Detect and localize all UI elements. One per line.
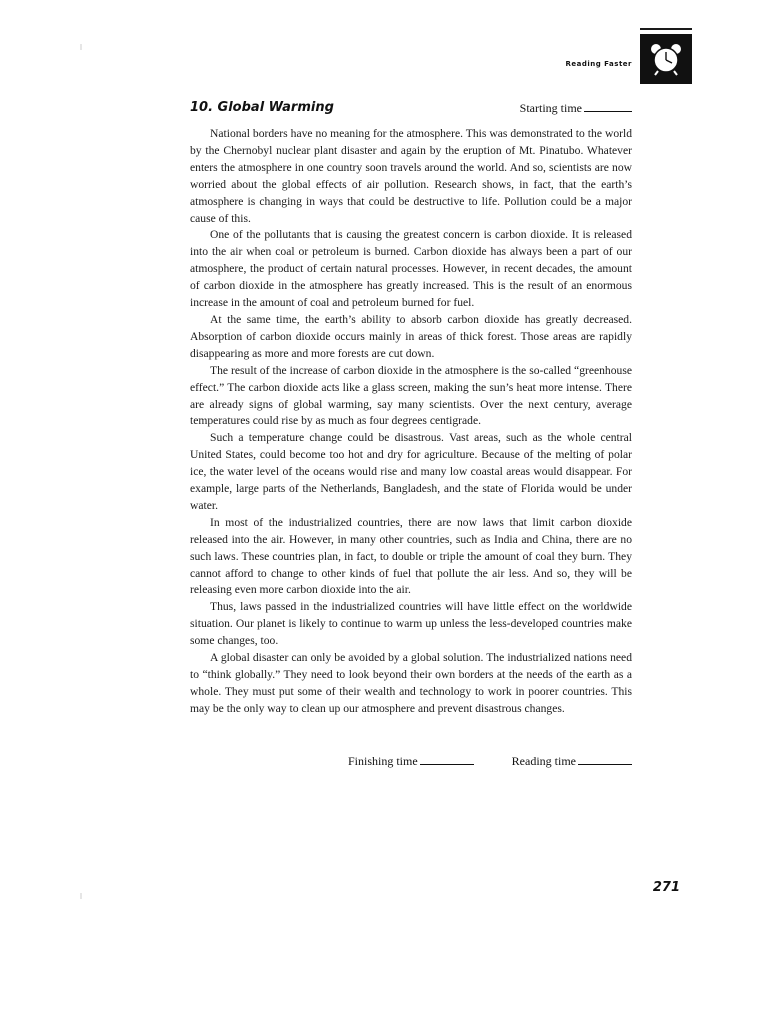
paragraph: One of the pollutants that is causing the greatest concern is carbon dioxide. It is released into the air when coal or petroleum is burned. Carbon dioxide has always been a part of our atmosphere, the product of certain natural processes. However, in recent decades, the amount of carbon dioxide in the atmosphere has greatly increased. This is the result of an enormous increase in the amount of coal and petroleum burned for fuel. [190,228,632,310]
header-rule [640,28,692,30]
starting-time-blank[interactable] [584,101,632,112]
margin-mark [80,893,82,899]
paragraph: In most of the industrialized countries, there are now laws that limit carbon dioxide released into the air. However, in many other countries, such as India and China, there are no such laws. These countries plan, in fact, to double or triple the amount of coal they burn. They cannot afford to change to other kinds of fuel that pollute the air less. And so, they will be releasing even more carbon dioxide into the air. [190,515,632,597]
alarm-clock-icon [648,41,684,77]
finishing-time-field [348,754,474,769]
paragraph: At the same time, the earth’s ability to absorb carbon dioxide has greatly decreased. Absorption of carbon dioxide occurs mainly in areas of thick forest. Those areas are rapidly disappearing as more and more forests are cut down. [190,312,632,360]
reading-time-field [512,754,632,769]
reading-time-label: Reading time [511,754,576,768]
paragraph: Thus, laws passed in the industrialized countries will have little effect on the worldwide situation. Our planet is likely to continue to warm up unless the less-developed countries make some changes, too. [190,600,632,648]
starting-time-label: Starting time [519,101,582,115]
page-number: 271 [652,880,680,895]
article-title: 10. Global Warming [190,100,334,115]
paragraph: The result of the increase of carbon dioxide in the atmosphere is the so-called “greenhouse effect.” The carbon dioxide acts like a glass screen, making the sun’s heat more intense. There are already signs of global warming, say many scientists. Over the next century, average temperatures could rise by as much as four degrees centigrade. [190,363,632,428]
margin-mark [80,44,82,50]
finishing-time-blank[interactable] [420,754,474,765]
starting-time-field [520,101,632,116]
paragraph: Such a temperature change could be disastrous. Vast areas, such as the whole central United States, could become too hot and dry for agriculture. Because of the melting of polar ice, the water level of the oceans would rise and many low coastal areas would disappear. For example, large parts of the Netherlands, Bangladesh, and the state of Florida would be under water. [190,431,632,512]
running-head: Reading Faster [565,60,632,68]
footer-times [190,754,632,772]
finishing-time-label: Finishing time [348,754,418,768]
article-body [190,126,632,718]
reading-time-blank[interactable] [578,754,632,765]
paragraph: A global disaster can only be avoided by a global solution. The industrialized nations need to “think globally.” They need to look beyond their own borders at the needs of the earth as a whole. They must put some of their wealth and technology to work in poorer countries. This may be the only way to clean up our atmosphere and prevent disastrous changes. [190,651,632,715]
clock-badge [640,34,692,84]
title-row [190,100,632,120]
paragraph: National borders have no meaning for the atmosphere. This was demonstrated to the world by the Chernobyl nuclear plant disaster and again by the eruption of Mt. Pinatubo. Whatever enters the atmosphere in one country soon travels around the world. And so, scientists are now worried about the global effects of air pollution. Research shows, in fact, that the earth’s atmosphere is changing in ways that could be destructive to life. Pollution could be a major cause of this. [190,127,632,225]
